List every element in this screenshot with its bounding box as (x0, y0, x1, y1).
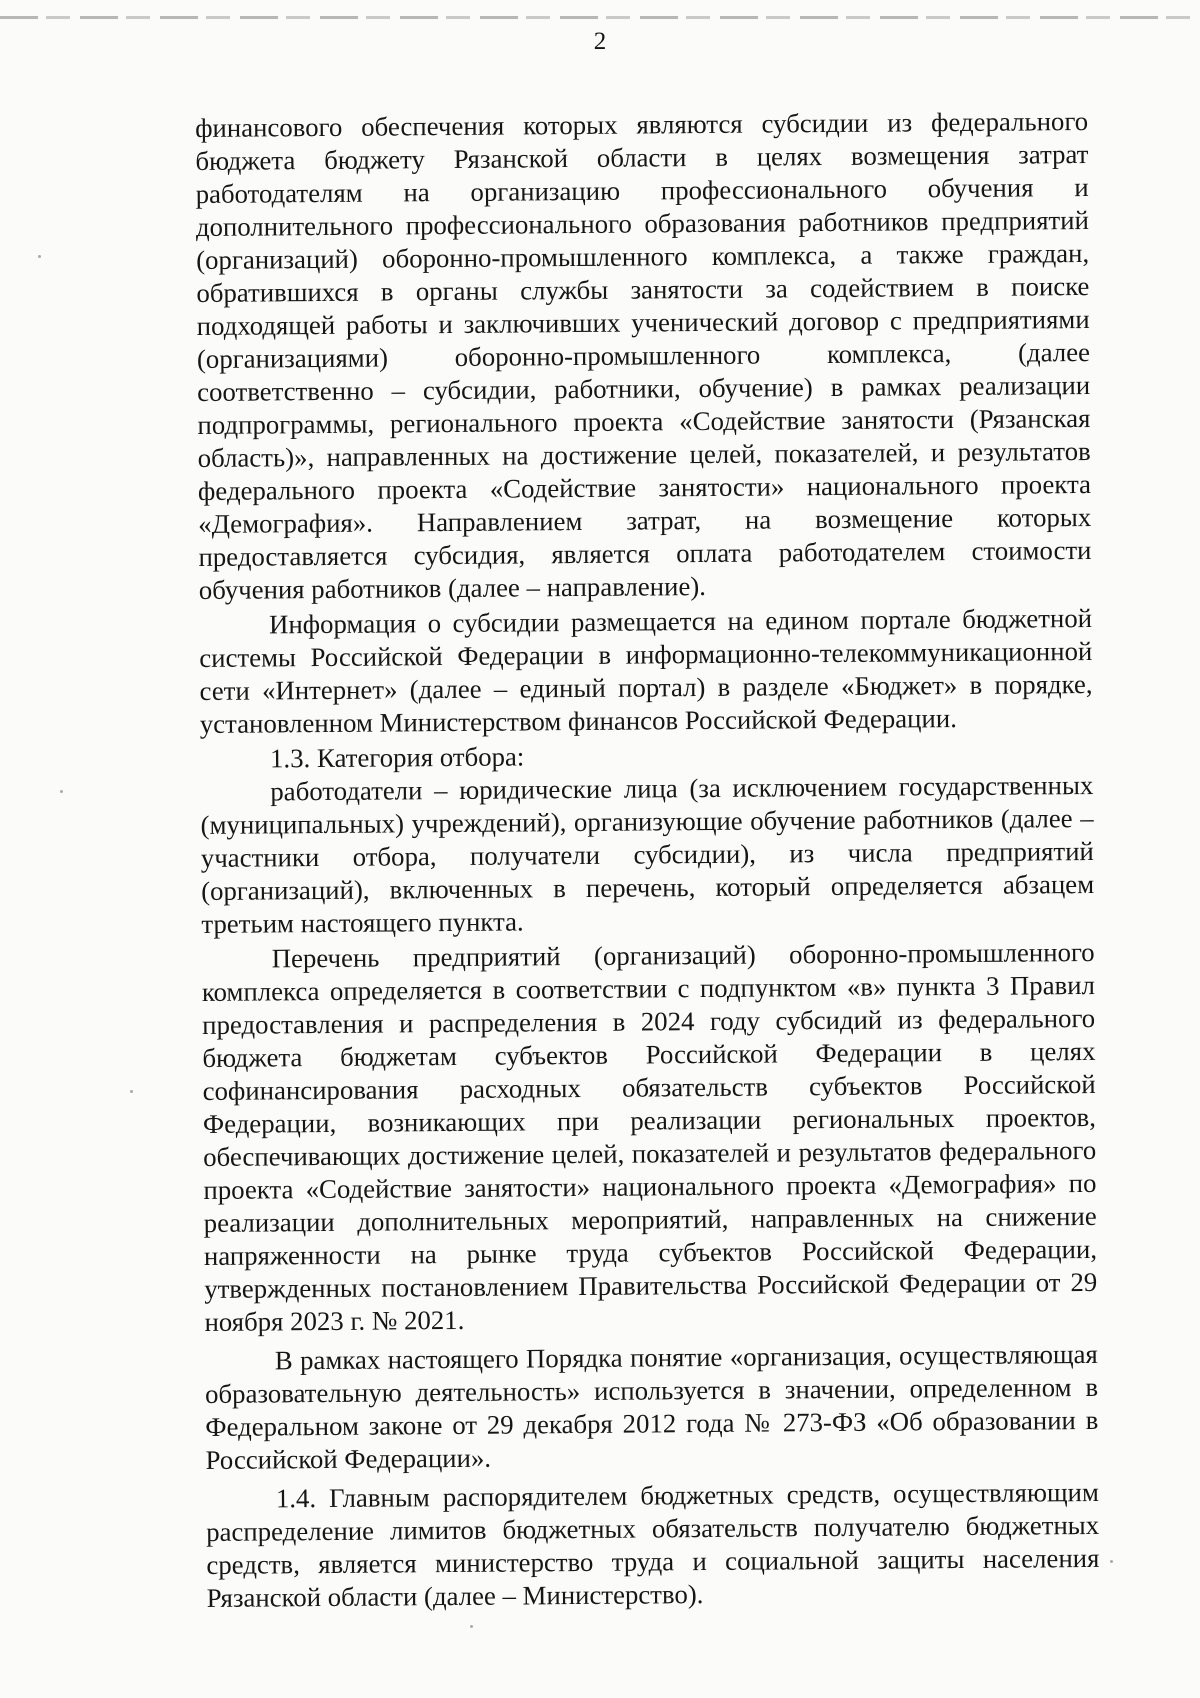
paragraph-education-organization: В рамках настоящего Порядка понятие «организация, осуществляющая образовательную деятельность» используется в значении, определенном в Федеральном законе от 29 декабря 2012 года № 273-ФЗ «Об образовании в Российской Федерации». (204, 1338, 1099, 1475)
paragraph-subsidy-purpose: финансового обеспечения которых являются субсидии из федерального бюджета бюджету Рязанской области в целях возмещения затрат работодателям на организацию профессионального обучения и дополнительного профессионального образования работников предприятий (организаций) оборонно-промышленного комплекса, а также граждан, обратившихся в органы службы занятости за содействием в поиске подходящей работы и заключивших ученический договор с предприятиями (организациями) оборонно-промышленного комплекса, (далее соответственно – субсидии, работники, обучение) в рамках реализации подпрограммы, регионального проекта «Содействие занятости (Рязанская область)», направленных на достижение целей, показателей, и результатов федерального проекта «Содействие занятости» национального проекта «Демография». Направлением затрат, на возмещение которых предоставляется субсидия, является оплата работодателем стоимости обучения работников (далее – направление). (195, 105, 1092, 605)
scan-speck (130, 1090, 133, 1093)
scan-top-edge (0, 16, 1200, 19)
paragraph-enterprise-list: Перечень предприятий (организаций) оборонно-промышленного комплекса определяется в соответствии с подпунктом «в» пункта 3 Правил предоставления и распределения в 2024 году субсидий из федерального бюджета бюджетам субъектов Российской Федерации в целях софинансирования расходных обязательств субъектов Российской Федерации, возникающих при реализации региональных проектов, обеспечивающих достижение целей, показателей и результатов федерального проекта «Содействие занятости» национального проекта «Демография» по реализации дополнительных мероприятий, направленных на снижение напряженности на рынке труда субъектов Российской Федерации, утвержденных постановлением Правительства Российской Федерации от 29 ноября 2023 г. № 2021. (201, 936, 1098, 1337)
paragraph-employers: работодатели – юридические лица (за исключением государственных (муниципальных) учреждений), организующие обучение работников (далее – участники отбора, получатели субсидии), из числа предприятий (организаций), включенных в перечень, который определяется абзацем третьим настоящего пункта. (200, 769, 1095, 939)
document-body (195, 105, 1100, 1615)
scan-speck (60, 790, 63, 793)
paragraph-subsidy-info: Информация о субсидии размещается на едином портале бюджетной системы Российской Федерации в информационно-телекоммуникационной сети «Интернет» (далее – единый портал) в разделе «Бюджет» в порядке, установленном Министерством финансов Российской Федерации. (199, 602, 1093, 739)
scan-speck (470, 1625, 473, 1628)
scan-speck (38, 255, 41, 258)
page-number: 2 (593, 28, 607, 55)
scan-speck (1110, 1560, 1113, 1563)
section-1-4-ministry: 1.4. Главным распорядителем бюджетных средств, осуществляющим распределение лимитов бюджетных обязательств получателю бюджетных средств, является министерство труда и социальной защиты населения Рязанской области (далее – Министерство). (206, 1476, 1100, 1613)
section-heading-1-3: 1.3. Категория отбора: (269, 741, 525, 774)
